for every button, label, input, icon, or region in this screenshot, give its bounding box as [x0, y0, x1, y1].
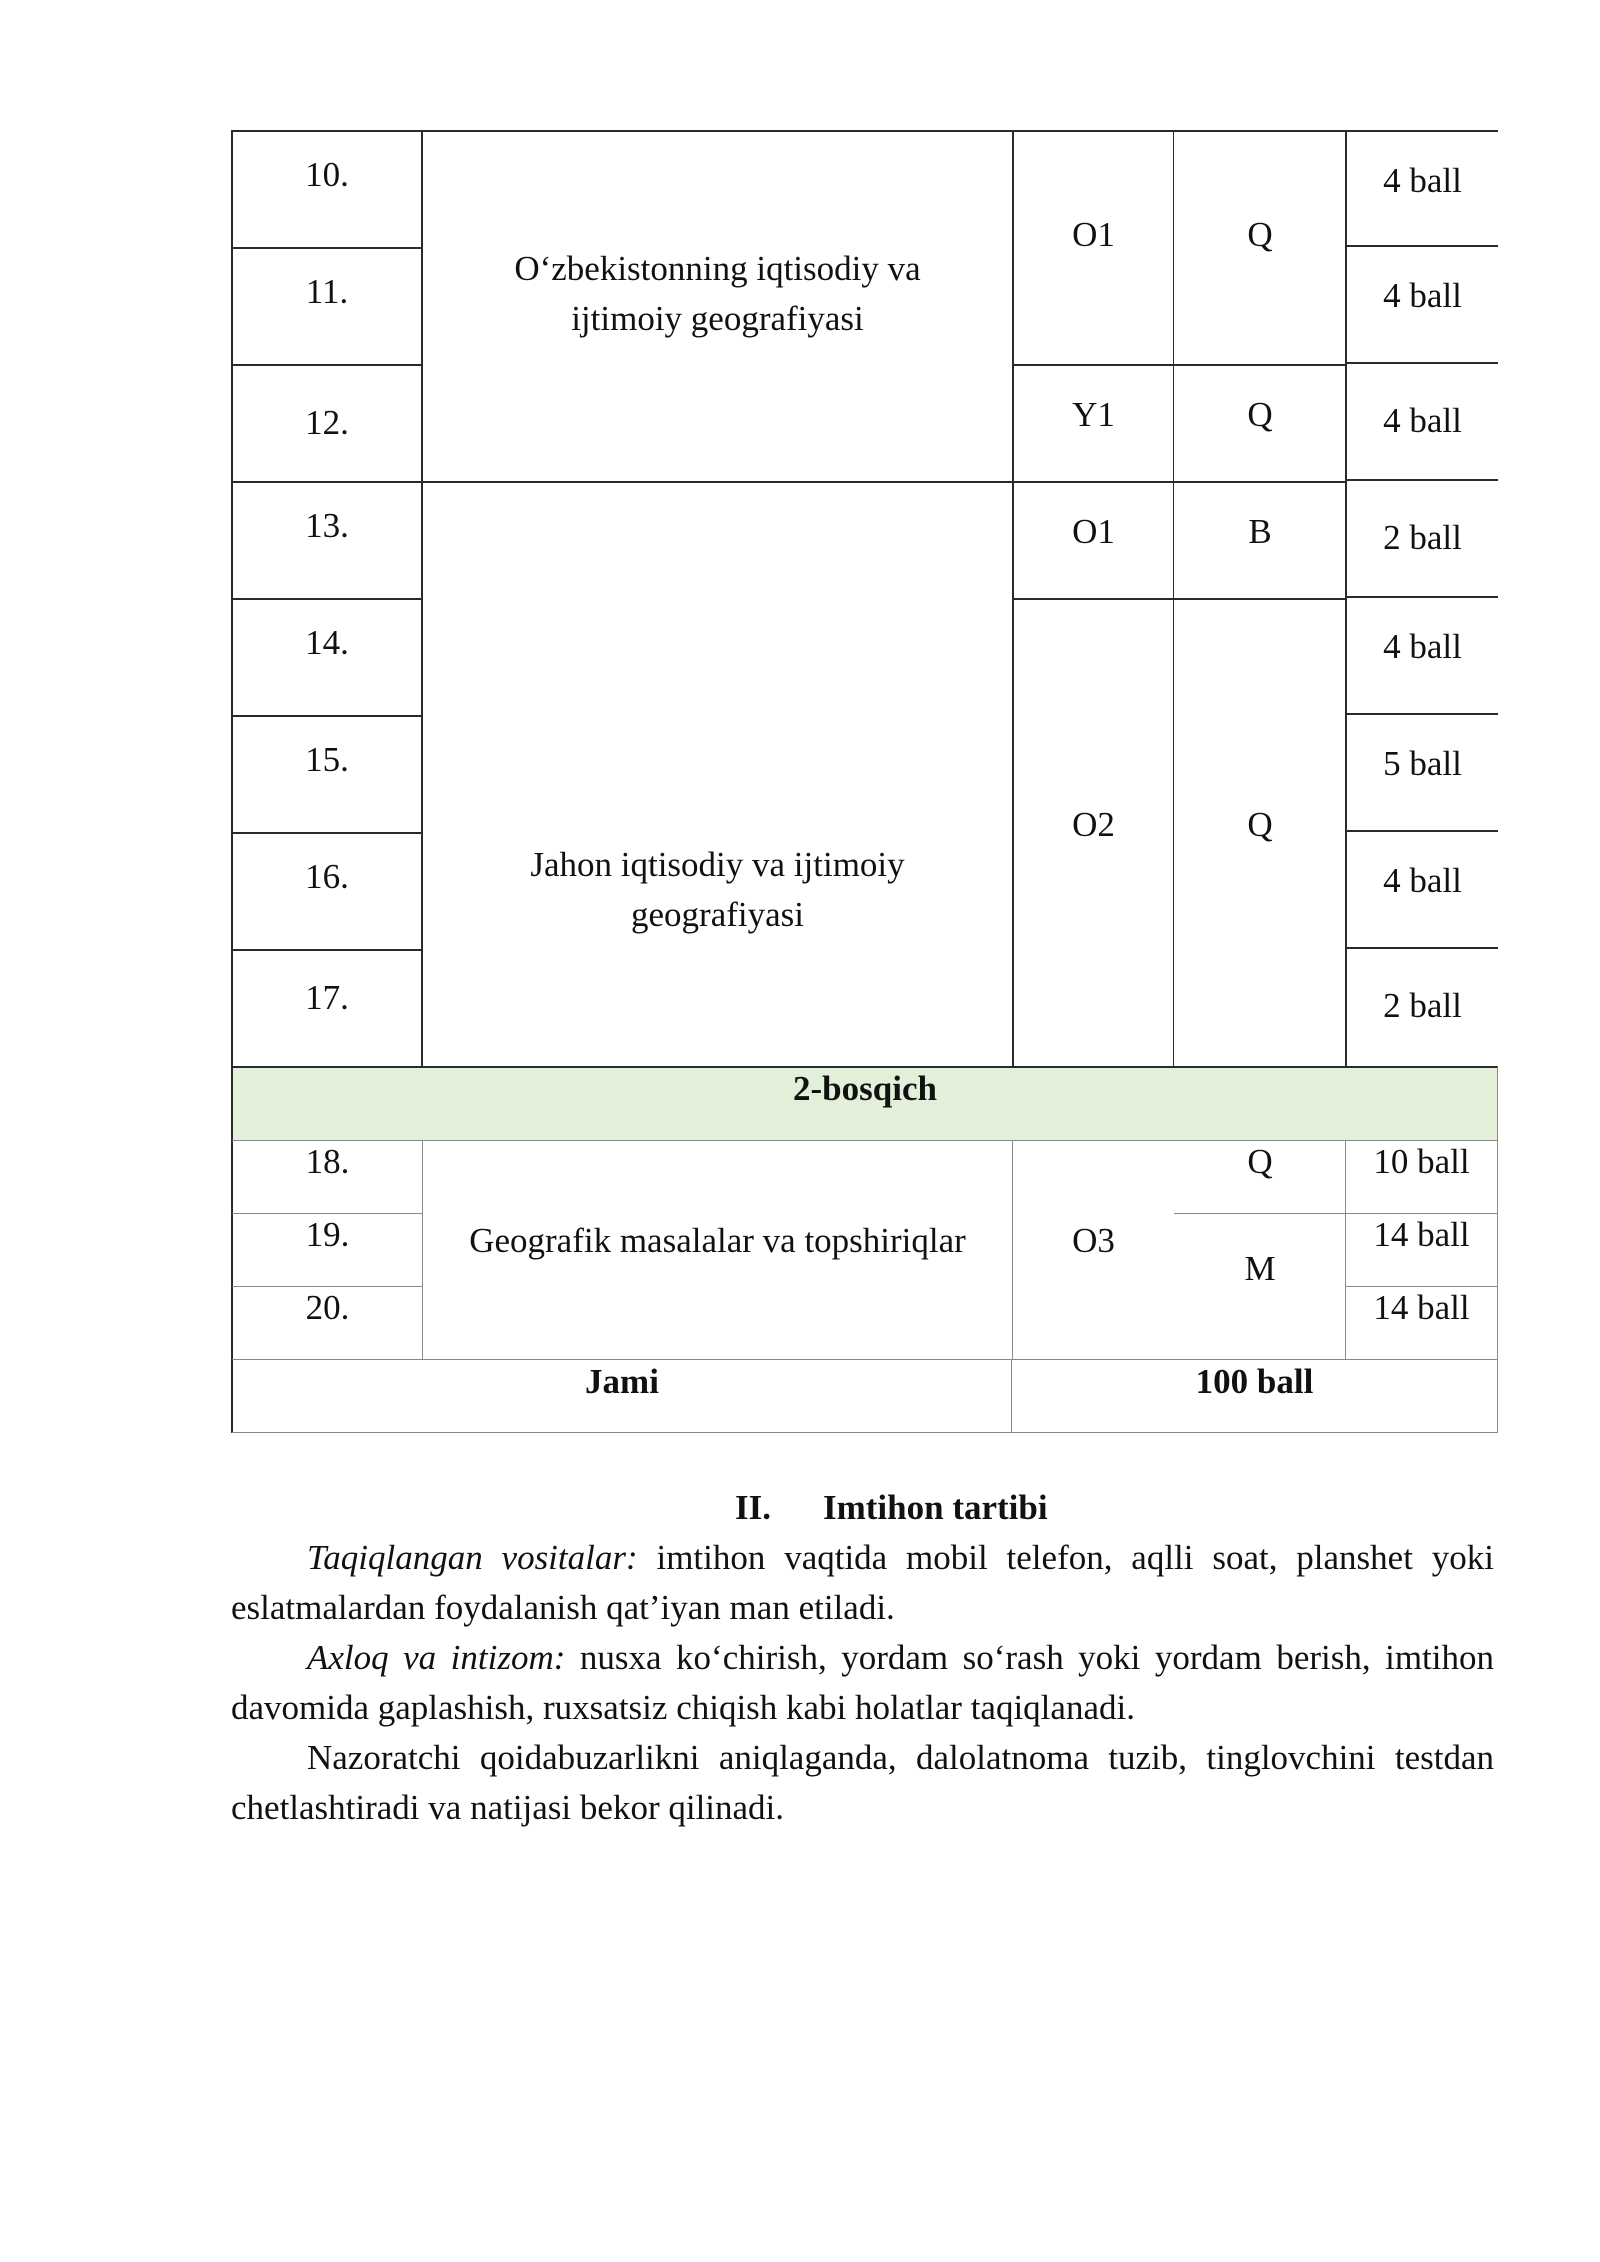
table-score-cell: [1345, 130, 1498, 247]
table-type-cell: [1174, 364, 1346, 481]
topic-line: geografiyasi: [631, 895, 804, 934]
type-text: Q: [1247, 1142, 1273, 1181]
score-text: 4 ball: [1383, 401, 1462, 440]
table-row-number: [231, 598, 423, 715]
score-text: 2 ball: [1383, 986, 1462, 1025]
table-score-cell: [1345, 481, 1498, 598]
table-score-cell: [1345, 1213, 1498, 1286]
row-number-text: 13.: [305, 506, 349, 545]
row-number-text: 18.: [305, 1142, 350, 1181]
section-number: II.: [735, 1488, 771, 1527]
type-text: Q: [1247, 395, 1273, 434]
table-row-number: [231, 130, 423, 247]
table-row-number: [231, 715, 423, 832]
table-score-cell: [1345, 364, 1498, 481]
topic-text: [423, 840, 1012, 940]
table-level-cell: [1012, 130, 1175, 364]
row-number-text: 15.: [305, 740, 349, 779]
total-label: Jami: [585, 1362, 659, 1401]
table-topic-cell: [423, 481, 1012, 1066]
row-number-text: 17.: [305, 978, 349, 1017]
table-row-number: [231, 832, 423, 949]
score-text: 14 ball: [1373, 1215, 1470, 1254]
table-score-cell: [1345, 715, 1498, 832]
type-text: Q: [1247, 215, 1273, 254]
paragraph-text: imtihon vaqtida mobil telefon, aqlli soat, planshet yoki eslatmalardan foydalanish qat’iyan man etiladi.: [231, 1538, 1494, 1627]
table-row-number: [231, 247, 423, 364]
topic-text: [423, 244, 1012, 344]
stage-header-row: [231, 1066, 1498, 1140]
table-row-number: [231, 364, 423, 481]
table-score-cell: [1345, 1286, 1498, 1359]
topic-line: Jahon iqtisodiy va ijtimoiy: [530, 845, 905, 884]
total-value: 100 ball: [1195, 1362, 1314, 1401]
table-row-number: [231, 949, 423, 1066]
table-row-number: [231, 1286, 423, 1359]
stage-label: 2-bosqich: [793, 1069, 937, 1108]
table-level-cell: [1012, 1140, 1175, 1359]
level-text: O1: [1072, 215, 1115, 254]
level-text: O1: [1072, 512, 1115, 551]
row-number-text: 11.: [305, 272, 349, 311]
table-level-cell: [1012, 364, 1175, 481]
table-level-cell: [1012, 481, 1175, 598]
row-number-text: 14.: [305, 623, 349, 662]
score-text: 5 ball: [1383, 744, 1462, 783]
row-number-text: 19.: [305, 1215, 350, 1254]
paragraph-text: Nazoratchi qoidabuzarlikni aniqlaganda, dalolatnoma tuzib, tinglovchini testdan chetlashtiradi va natijasi bekor qilinadi.: [231, 1738, 1494, 1827]
paragraph-supervisor: [231, 1733, 1494, 1833]
topic-line: O‘zbekistonning iqtisodiy va: [514, 249, 921, 288]
table-type-cell: [1174, 130, 1346, 364]
section-heading: [735, 1483, 1048, 1533]
table-score-cell: [1345, 247, 1498, 364]
section-title: Imtihon tartibi: [823, 1488, 1048, 1527]
score-text: 4 ball: [1383, 161, 1462, 200]
level-text: Y1: [1072, 395, 1115, 434]
total-value-cell: [1012, 1359, 1498, 1433]
paragraph-prohibited-items: [231, 1533, 1494, 1633]
table-score-cell: [1345, 832, 1498, 949]
score-text: 4 ball: [1383, 276, 1462, 315]
table-type-cell: [1174, 481, 1346, 598]
row-number-text: 20.: [305, 1288, 350, 1327]
table-row-number: [231, 1140, 423, 1213]
level-text: O2: [1072, 805, 1115, 844]
score-text: 14 ball: [1373, 1288, 1470, 1327]
type-text: M: [1244, 1249, 1276, 1288]
table-row-number: [231, 481, 423, 598]
score-text: 4 ball: [1383, 627, 1462, 666]
topic-line: ijtimoiy geografiyasi: [571, 299, 864, 338]
table-level-cell: [1012, 598, 1175, 1066]
table-type-cell: [1174, 1213, 1346, 1359]
table-score-cell: [1345, 598, 1498, 715]
level-text: O3: [1072, 1221, 1115, 1260]
paragraph-lead: Taqiqlangan vositalar:: [307, 1538, 638, 1577]
type-text: B: [1248, 512, 1272, 551]
row-number-text: 10.: [305, 155, 349, 194]
paragraph-lead: Axloq va intizom:: [307, 1638, 566, 1677]
score-text: 4 ball: [1383, 861, 1462, 900]
table-score-cell: [1345, 1140, 1498, 1213]
row-number-text: 16.: [305, 857, 349, 896]
total-label-cell: [231, 1359, 1012, 1433]
score-table: [231, 130, 1498, 1435]
score-text: 2 ball: [1383, 518, 1462, 557]
table-topic-cell: [423, 1140, 1012, 1359]
score-text: 10 ball: [1373, 1142, 1470, 1181]
type-text: Q: [1247, 805, 1273, 844]
table-type-cell: [1174, 1140, 1346, 1213]
paragraph-ethics-discipline: [231, 1633, 1494, 1733]
paragraph-text: nusxa ko‘chirish, yordam so‘rash yoki yordam berish, imtihon davomida gaplashish, ruxsatsiz chiqish kabi holatlar taqiqlanadi.: [231, 1638, 1494, 1727]
table-topic-cell: [423, 130, 1012, 481]
topic-text: Geografik masalalar va topshiriqlar: [469, 1221, 966, 1260]
table-type-cell: [1174, 598, 1346, 1066]
table-row-number: [231, 1213, 423, 1286]
row-number-text: 12.: [305, 403, 349, 442]
table-score-cell: [1345, 949, 1498, 1066]
